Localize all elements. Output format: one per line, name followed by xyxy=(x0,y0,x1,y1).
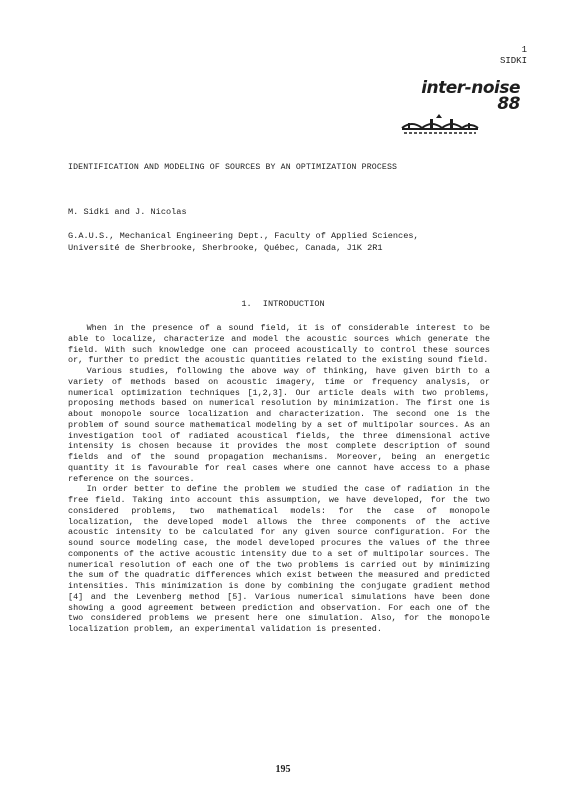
paragraph-3: In order better to define the problem we studied the case of radiation in the free field. Taking into account this assumption, we have developed, for the two considered problems, two mathematical models: for the case of monopole localization, the developed model allows the three components of the active acoustic intensity to be calculated for any given source configuration. For the sound source modeling case, the model developed procures the values of the three components of the active acoustic intensity due to a set of multipolar sources. The numerical resolution of each one of the two problems is carried out by minimizing the sum of the quadratic differences which exist between the measured and predicted intensities. This minimization is done by combining the conjugate gradient method [4] and the Levenberg method [5]. Various numerical simulations have been done showing a good agreement between prediction and observation. For each one of the two considered problems we present here one simulation. Also, for the monopole localization problem, an experimental validation is presented. xyxy=(68,484,490,634)
affiliation-line-1: G.A.U.S., Mechanical Engineering Dept., Faculty of Applied Sciences, xyxy=(68,231,419,241)
footer-page-number: 195 xyxy=(275,764,291,775)
paper-title: IDENTIFICATION AND MODELING OF SOURCES BY AN OPTIMIZATION PROCESS xyxy=(68,163,398,172)
affiliation-line-2: Université de Sherbrooke, Sherbrooke, Québec, Canada, J1K 2R1 xyxy=(68,243,383,253)
logo-name: inter-noise xyxy=(421,78,520,98)
header-page-number: 1 xyxy=(521,45,527,55)
logo-year: 88 xyxy=(497,94,520,114)
page-header xyxy=(500,45,527,67)
author-affiliation xyxy=(68,230,528,254)
bridge-skyline-icon xyxy=(400,114,480,136)
paragraph-1: When in the presence of a sound field, it is of considerable interest to be able to localize, characterize and model the acoustic sources which generate the field. With such knowledge one can proceed acoustically to control these sources or, further to predict the acoustic quantities related to the existing sound field. xyxy=(68,323,490,366)
body-text xyxy=(68,323,490,635)
header-author-code: SIDKI xyxy=(499,56,527,66)
paper-authors: M. Sidki and J. Nicolas xyxy=(68,207,187,217)
paragraph-2: Various studies, following the above way of thinking, have given birth to a variety of methods based on acoustic imagery, time or frequency analysis, or numerical optimization techniques [1,2,3]. Our article deals with two problems, proposing methods based on numerical resolution by minimization. The first one is about monopole source localization and characterization. The second one is the problem of sound source mathematical modeling by a set of multipolar sources. As an investigation tool of radiated acoustical fields, the three dimensional active intensity is chosen because it provides the most complete description of sound fields and of the sound propagation mechanisms. Moreover, being an energetic quantity it is favourable for real cases where one cannot have access to a phase reference on the sources. xyxy=(68,366,490,484)
conference-logo xyxy=(400,80,520,140)
section-heading: 1. INTRODUCTION xyxy=(241,299,325,309)
